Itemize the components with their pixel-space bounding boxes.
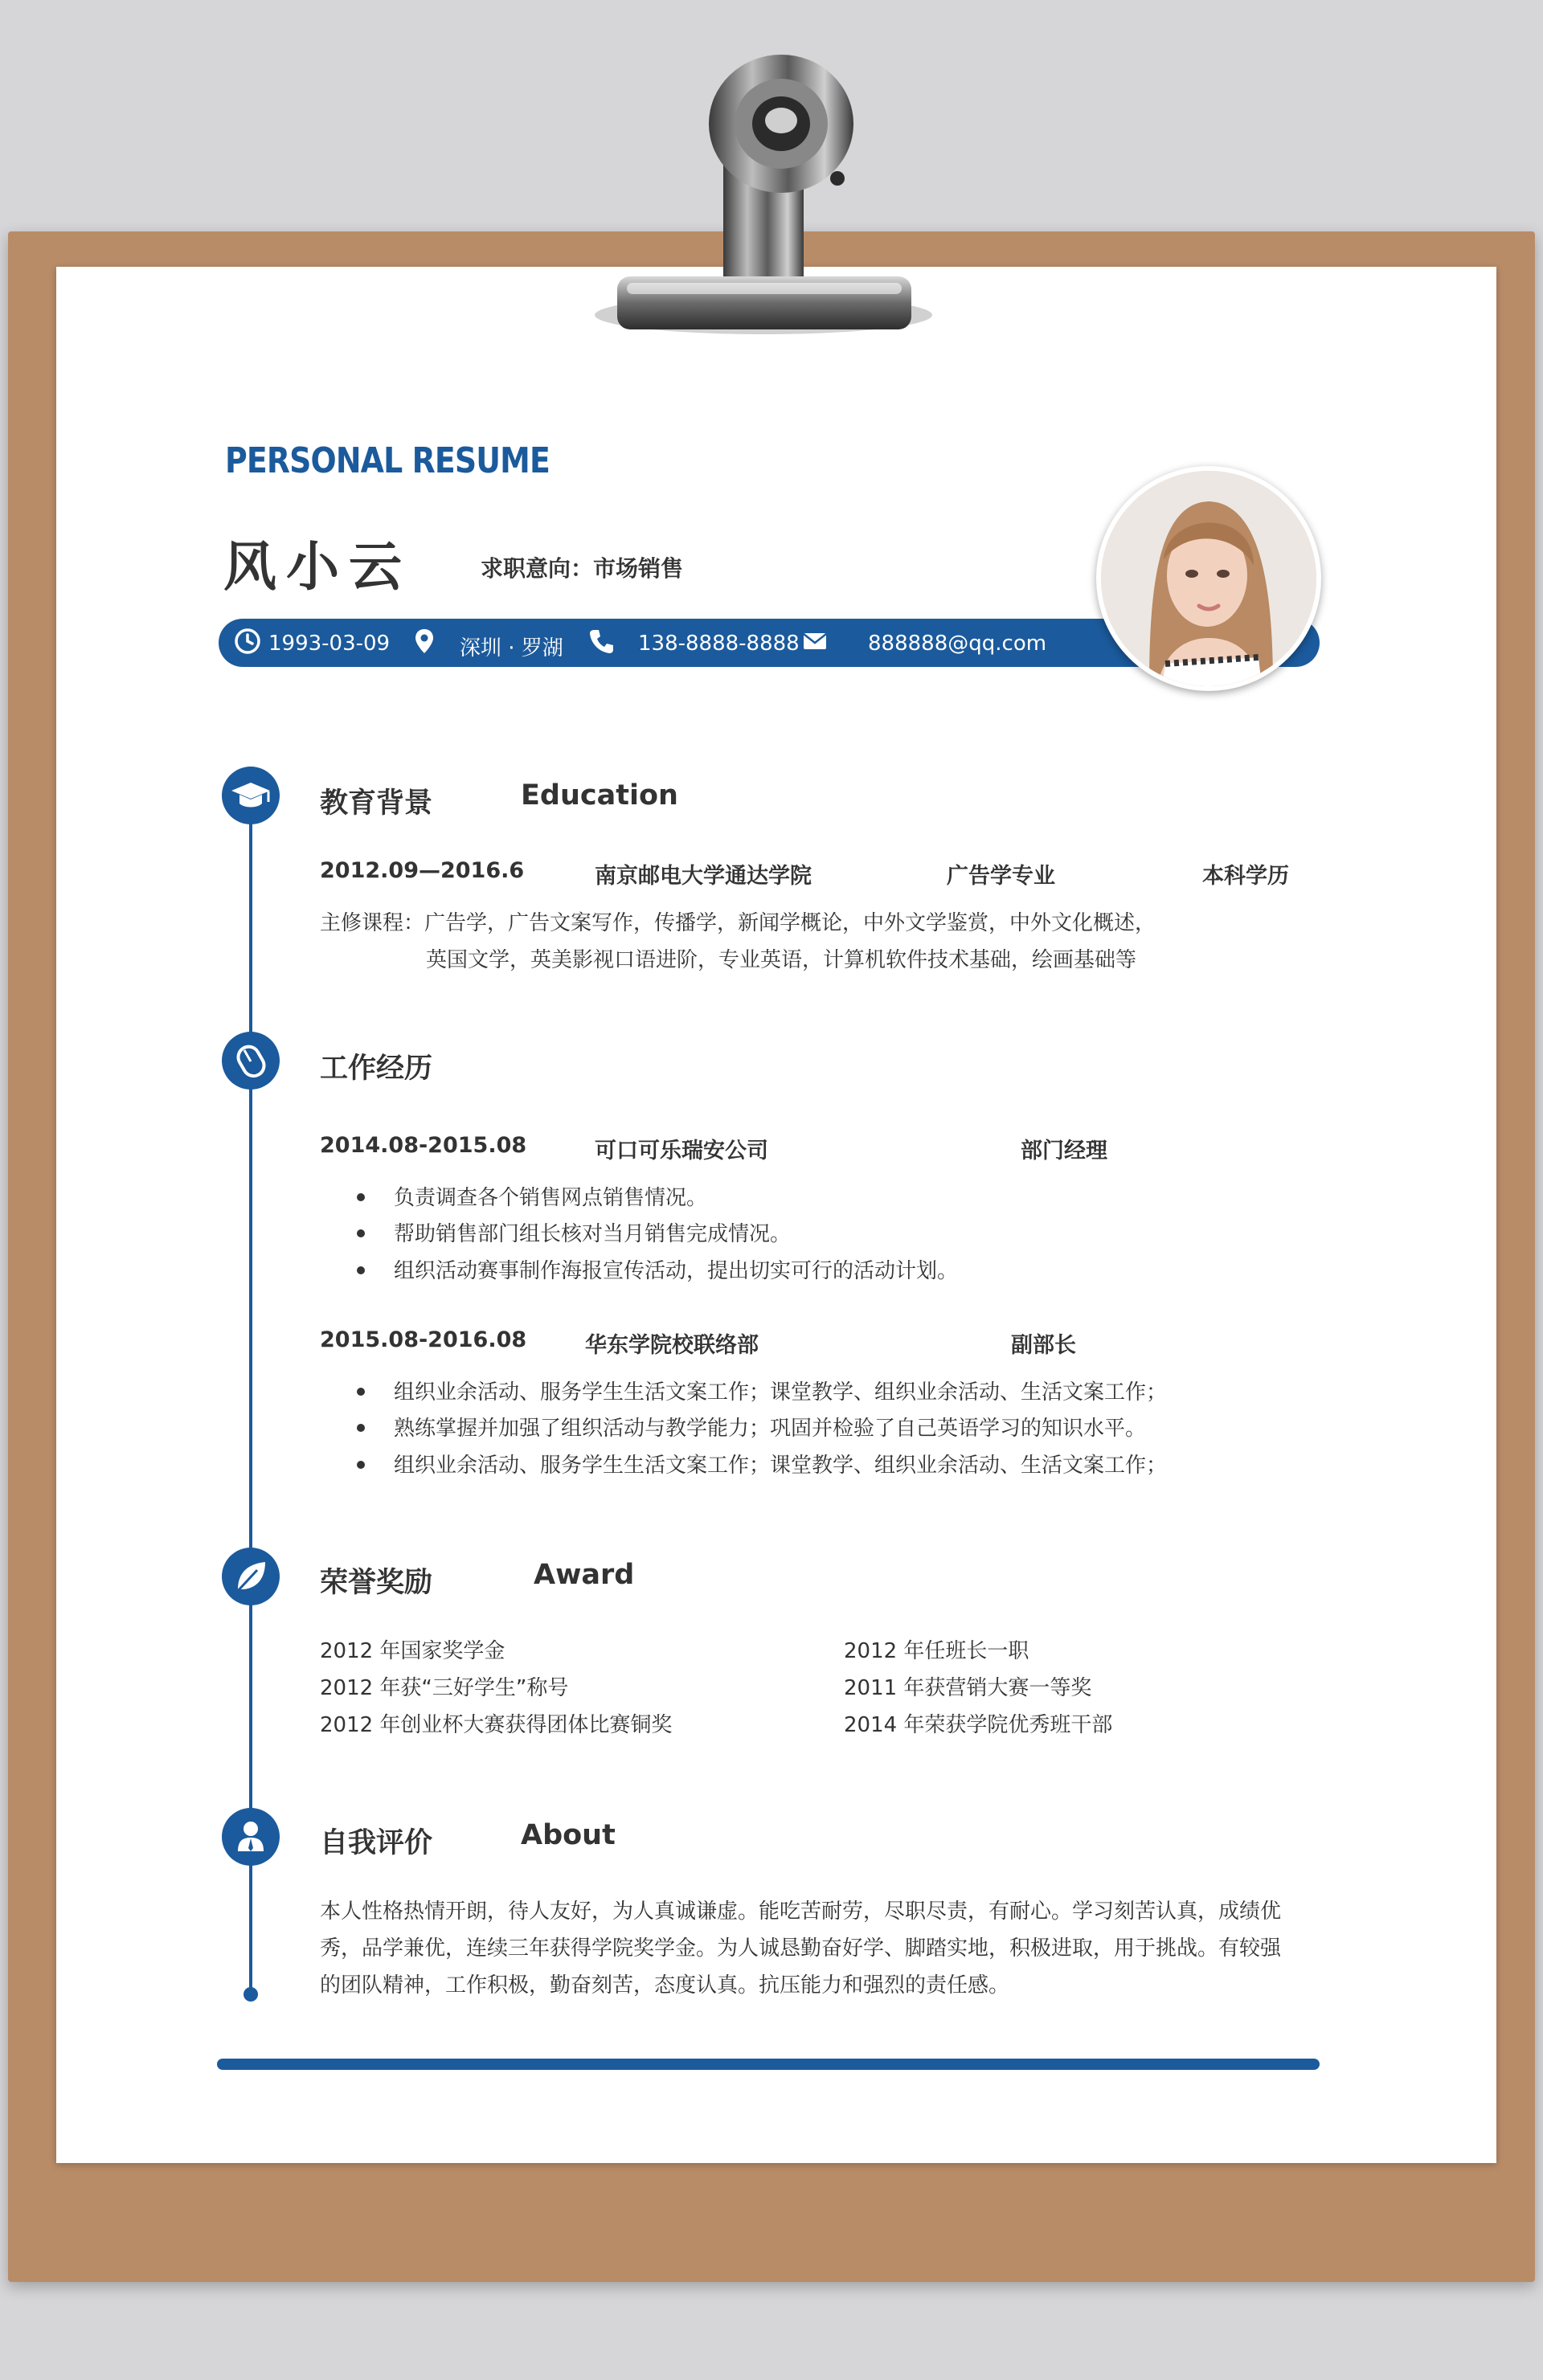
job-objective: 求职意向：市场销售 — [481, 555, 684, 582]
bottom-divider — [217, 2059, 1320, 2070]
mail-icon — [800, 627, 829, 656]
binder-clip-icon — [579, 50, 948, 355]
leaf-icon — [222, 1548, 280, 1605]
job-2-period: 2015.08-2016.08 — [320, 1327, 527, 1352]
education-courses-line1: 主修课程：广告学，广告文案写作，传播学，新闻学概论，中外文学鉴赏，中外文化概述， — [320, 911, 1156, 935]
education-major: 广告学专业 — [947, 864, 1055, 889]
education-title: 教育背景 — [320, 787, 433, 820]
job-1-company: 可口可乐瑞安公司 — [595, 1139, 768, 1163]
job-2-bullet-1: 组织业余活动、服务学生生活文案工作；课堂教学、组织业余活动、生活文案工作； — [394, 1380, 1168, 1405]
bullet-dot — [357, 1424, 365, 1432]
education-degree: 本科学历 — [1202, 864, 1289, 889]
avatar — [1096, 466, 1321, 691]
education-courses-line2: 英国文学，英美影视口语进阶，专业英语，计算机软件技术基础，绘画基础等 — [426, 948, 1137, 972]
bullet-dot — [357, 1229, 365, 1237]
about-line-2: 秀，品学兼优，连续三年获得学院奖学金。为人诚恳勤奋好学、脚踏实地，积极进取，用于挑战。有较强 — [320, 1936, 1282, 1961]
award-title: 荣誉奖励 — [320, 1567, 433, 1599]
mouse-icon — [222, 1032, 280, 1090]
work-title: 工作经历 — [320, 1053, 433, 1085]
clock-icon — [233, 627, 262, 656]
job-2-bullet-2: 熟练掌握并加强了组织活动与教学能力；巩固并检验了自己英语学习的知识水平。 — [394, 1417, 1147, 1441]
award-right-2: 2011 年获营销大赛一等奖 — [844, 1676, 1092, 1700]
brand-title: PERSONAL RESUME — [225, 440, 550, 481]
location-pin-icon — [410, 627, 439, 656]
timeline-end-dot — [244, 1987, 258, 2002]
job-1-role: 部门经理 — [1021, 1139, 1107, 1163]
section-icon-award — [222, 1548, 280, 1605]
bullet-dot — [357, 1461, 365, 1469]
contact-location: 深圳 · 罗湖 — [460, 636, 563, 660]
award-right-3: 2014 年荣获学院优秀班干部 — [844, 1713, 1113, 1737]
about-line-1: 本人性格热情开朗，待人友好，为人真诚谦虚。能吃苦耐劳，尽职尽责，有耐心。学习刻苦认真，成绩优 — [320, 1900, 1282, 1924]
phone-icon — [587, 627, 616, 656]
job-2-role: 副部长 — [1011, 1333, 1076, 1358]
award-right-1: 2012 年任班长一职 — [844, 1639, 1029, 1663]
contact-birthday: 1993-03-09 — [268, 632, 391, 656]
education-period: 2012.09—2016.6 — [320, 858, 525, 883]
person-icon — [222, 1808, 280, 1866]
bullet-dot — [357, 1388, 365, 1396]
graduation-cap-icon — [222, 767, 280, 824]
about-title-en: About — [521, 1819, 616, 1851]
bullet-dot — [357, 1266, 365, 1274]
award-title-en: Award — [534, 1559, 635, 1591]
job-1-bullet-1: 负责调查各个销售网点销售情况。 — [394, 1186, 708, 1210]
bullet-dot — [357, 1193, 365, 1201]
job-1-period: 2014.08-2015.08 — [320, 1133, 527, 1158]
education-school: 南京邮电大学通达学院 — [595, 864, 812, 889]
award-left-1: 2012 年国家奖学金 — [320, 1639, 505, 1663]
contact-phone: 138-8888-8888 — [638, 632, 800, 656]
award-left-2: 2012 年获“三好学生”称号 — [320, 1676, 569, 1700]
section-icon-education — [222, 767, 280, 824]
award-left-3: 2012 年创业杯大赛获得团体比赛铜奖 — [320, 1713, 673, 1737]
about-line-3: 的团队精神，工作积极，勤奋刻苦，态度认真。抗压能力和强烈的责任感。 — [320, 1973, 1010, 1998]
about-title: 自我评价 — [320, 1827, 433, 1859]
education-title-en: Education — [521, 779, 678, 812]
portrait-icon — [1101, 471, 1316, 686]
section-icon-work — [222, 1032, 280, 1090]
contact-email: 888888@qq.com — [868, 632, 1047, 656]
job-1-bullet-2: 帮助销售部门组长核对当月销售完成情况。 — [394, 1222, 792, 1246]
job-1-bullet-3: 组织活动赛事制作海报宣传活动，提出切实可行的活动计划。 — [394, 1259, 959, 1283]
section-icon-about — [222, 1808, 280, 1866]
candidate-name: 风小云 — [223, 536, 411, 598]
job-2-bullet-3: 组织业余活动、服务学生生活文案工作；课堂教学、组织业余活动、生活文案工作； — [394, 1454, 1168, 1478]
job-2-company: 华东学院校联络部 — [585, 1333, 759, 1358]
